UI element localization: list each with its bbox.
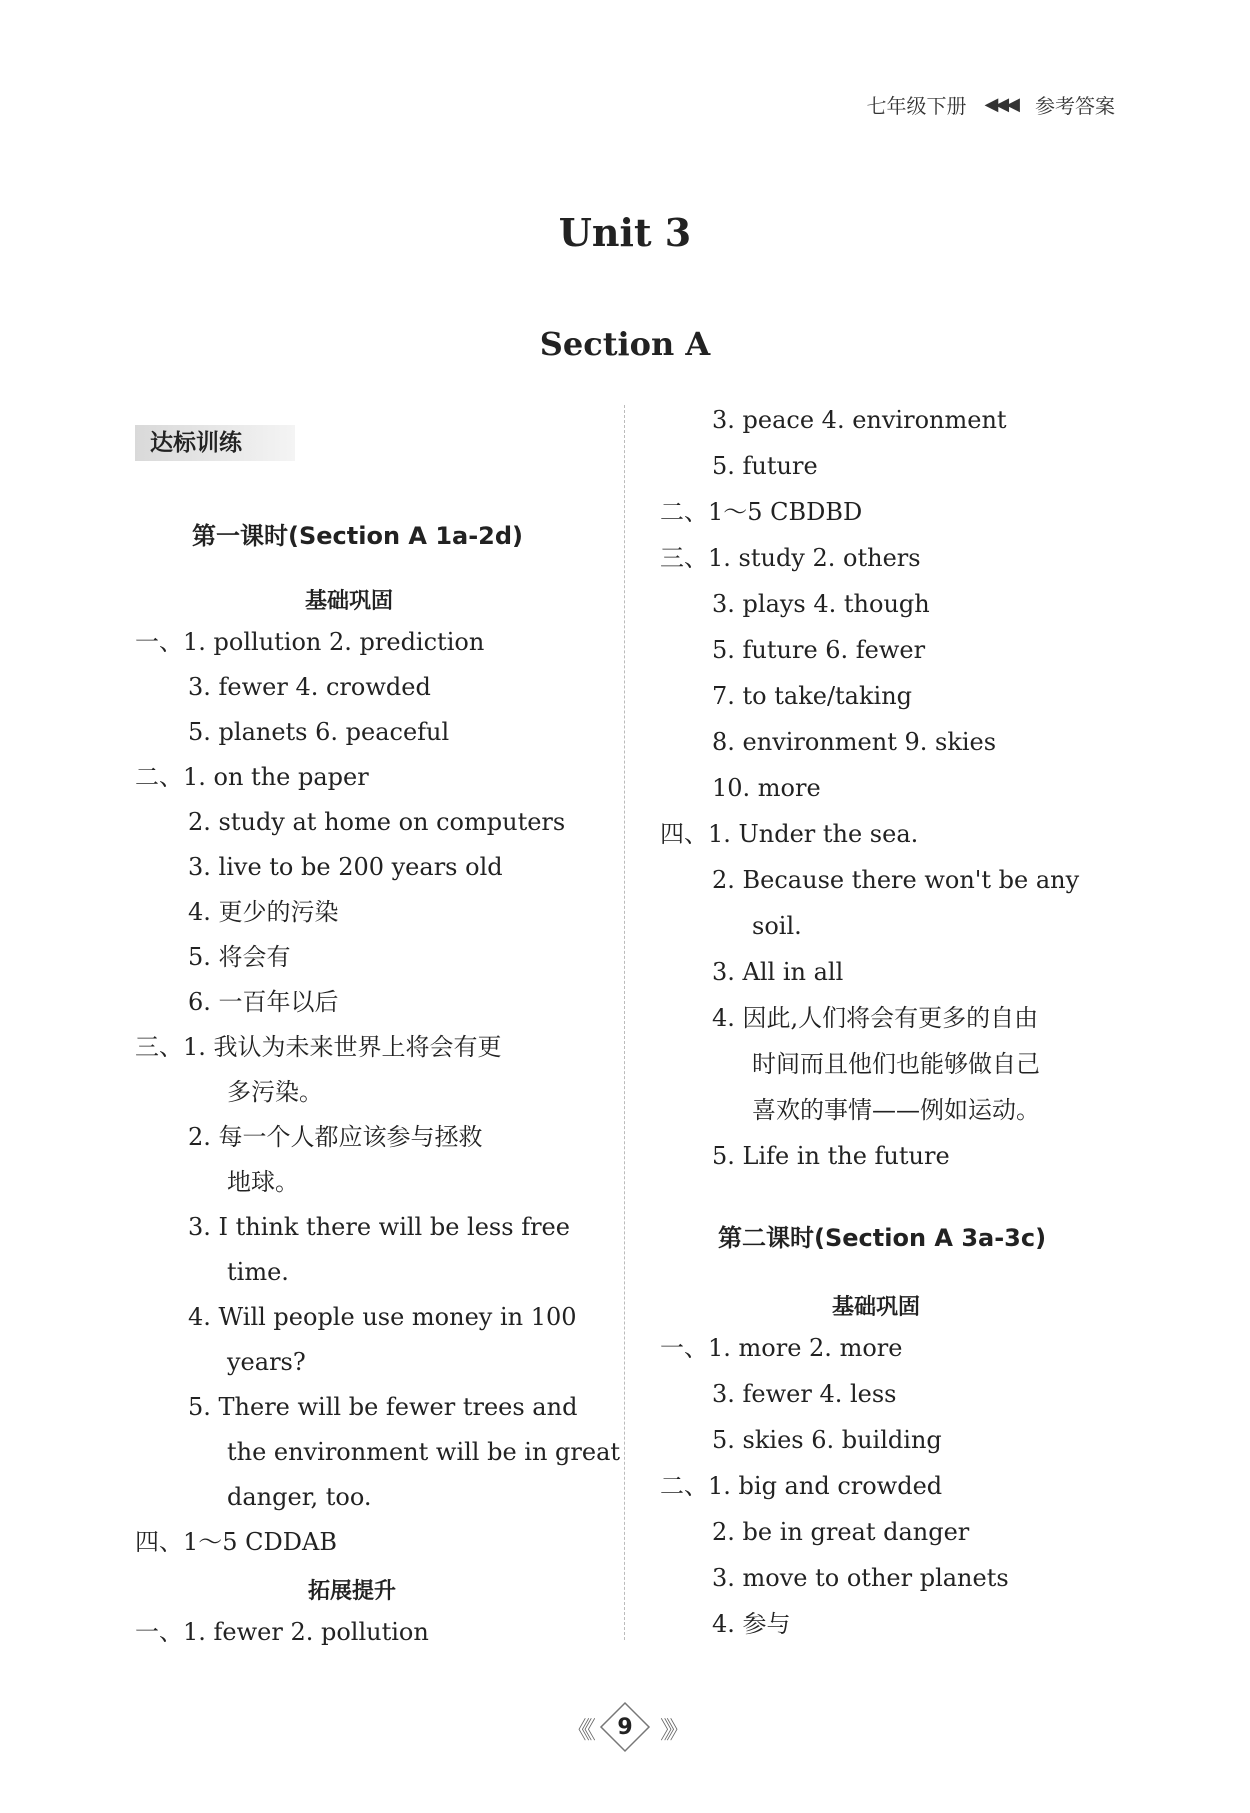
answer-line: 2. study at home on computers: [188, 808, 566, 836]
page-footer: [0, 1700, 1250, 1754]
page-number: 9: [617, 1714, 633, 1740]
answer-line: 3. fewer 4. less: [712, 1380, 897, 1408]
answer-line: 5. 将会有: [188, 943, 291, 971]
answer-line: 7. to take/taking: [712, 682, 913, 710]
answer-line: 二、1～5 CBDBD: [660, 498, 863, 526]
section-title: Section A: [539, 325, 711, 363]
answer-line: 4. 因此,人们将会有更多的自由: [712, 1004, 1039, 1032]
answer-line: 5. Life in the future: [712, 1142, 950, 1170]
lesson-2-title: 第二课时(Section A 3a-3c): [718, 1224, 1047, 1252]
answer-line: 5. planets 6. peaceful: [188, 718, 450, 746]
answer-line: 2. be in great danger: [712, 1518, 970, 1546]
answer-line: 一、1. more 2. more: [660, 1334, 903, 1362]
answer-line: 4. 更少的污染: [188, 898, 339, 926]
answer-line: 6. 一百年以后: [188, 988, 339, 1016]
answer-line: 时间而且他们也能够做自己: [752, 1050, 1040, 1078]
answer-line: 3. live to be 200 years old: [188, 853, 503, 881]
chevron-right-icon: 》》: [660, 1715, 684, 1744]
arrow-icon: ◀◀◀: [984, 94, 1017, 115]
answer-line: 5. future: [712, 452, 818, 480]
answer-line: 3. plays 4. though: [712, 590, 930, 618]
answer-line: 地球。: [227, 1168, 299, 1196]
answer-line: soil.: [752, 912, 802, 940]
chevron-left-icon: 《《: [566, 1715, 590, 1744]
answer-line: 4. 参与: [712, 1610, 791, 1638]
training-tag: 达标训练: [135, 425, 295, 461]
answer-line: the environment will be in great: [227, 1438, 621, 1466]
lesson-1-title: 第一课时(Section A 1a-2d): [192, 522, 524, 550]
answer-line: 4. Will people use money in 100: [188, 1303, 577, 1331]
answer-line: danger, too.: [227, 1483, 372, 1511]
grade-label: 七年级下册: [866, 94, 967, 118]
answer-line: time.: [227, 1258, 289, 1286]
answer-line: 3. I think there will be less free: [188, 1213, 570, 1241]
answer-line: 一、1. pollution 2. prediction: [135, 628, 485, 656]
answer-line: 喜欢的事情——例如运动。: [752, 1096, 1040, 1124]
page-header: [866, 90, 1115, 119]
answer-line: 三、1. 我认为未来世界上将会有更: [135, 1033, 502, 1061]
unit-title: Unit 3: [558, 210, 692, 255]
answer-line: 多污染。: [227, 1078, 323, 1106]
left-sub-extend: 拓展提升: [308, 1579, 397, 1604]
answer-line: 3. fewer 4. crowded: [188, 673, 431, 701]
answer-line: 一、1. fewer 2. pollution: [135, 1618, 429, 1646]
answer-line: years?: [227, 1348, 306, 1376]
page-number-badge: [598, 1700, 652, 1754]
answer-line: 8. environment 9. skies: [712, 728, 997, 756]
left-sub-basic: 基础巩固: [305, 589, 394, 614]
answer-line: 四、1～5 CDDAB: [135, 1528, 337, 1556]
answer-line: 二、1. on the paper: [135, 763, 369, 791]
answer-line: 2. Because there won't be any: [712, 866, 1080, 894]
answer-line: 三、1. study 2. others: [660, 544, 921, 572]
answer-line: 5. skies 6. building: [712, 1426, 942, 1454]
answer-line: 3. move to other planets: [712, 1564, 1009, 1592]
right-sub-basic: 基础巩固: [832, 1295, 921, 1320]
answer-line: 5. future 6. fewer: [712, 636, 926, 664]
answer-line: 2. 每一个人都应该参与拯救: [188, 1123, 483, 1151]
answer-line: 3. peace 4. environment: [712, 406, 1007, 434]
answer-section-label: 参考答案: [1035, 94, 1115, 118]
answer-line: 四、1. Under the sea.: [660, 820, 919, 848]
answer-line: 5. There will be fewer trees and: [188, 1393, 578, 1421]
answer-line: 10. more: [712, 774, 821, 802]
answer-line: 3. All in all: [712, 958, 844, 986]
answer-line: 二、1. big and crowded: [660, 1472, 943, 1500]
column-divider: [624, 405, 625, 1640]
